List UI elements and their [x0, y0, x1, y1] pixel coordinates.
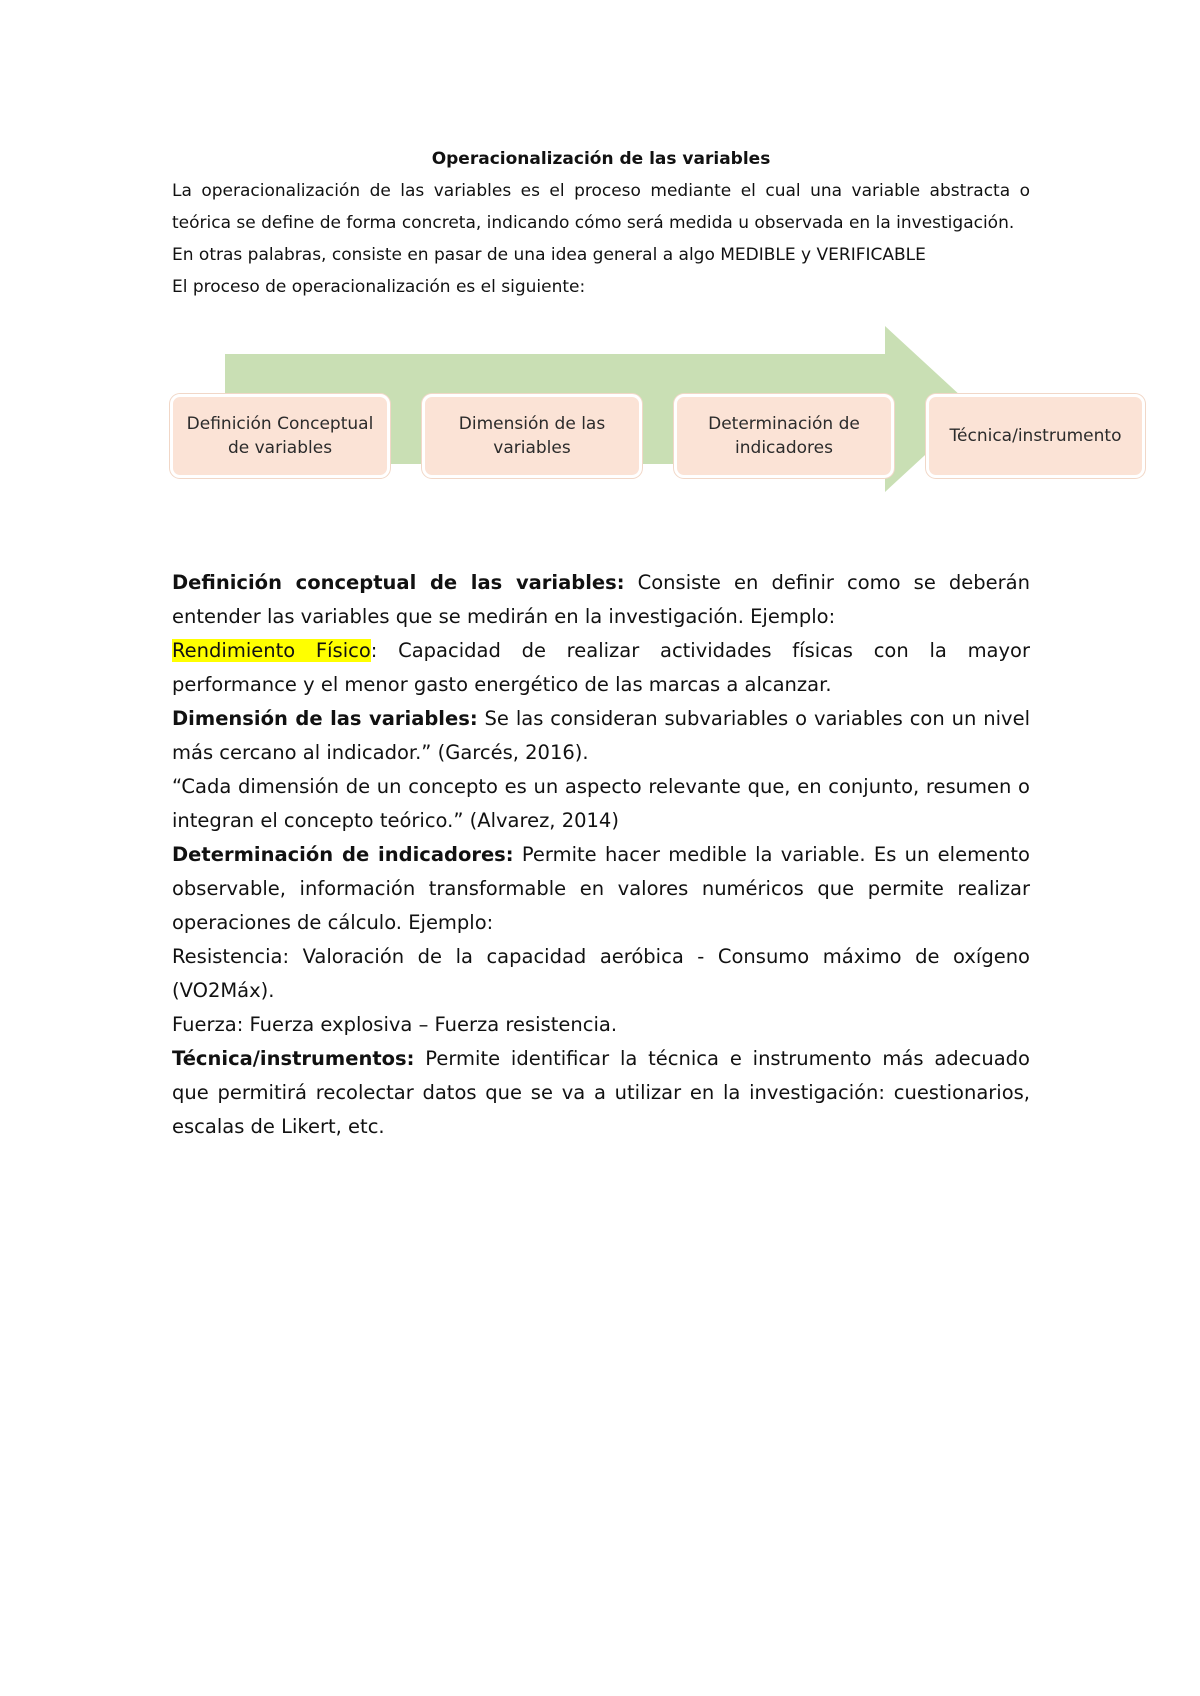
intro-paragraph-definition: La operacionalización de las variables es el proceso mediante el cual una variable abstracta o teórica se define de forma concreta, indicando cómo será medida u observada en la investigación.: [172, 181, 1030, 233]
example-text: : Capacidad de realizar actividades físicas con la mayor performance y el menor gasto energético de las marcas a alcanzar.: [172, 639, 1030, 696]
paragraph-dimension: [172, 702, 1030, 770]
heading-tecnica: Técnica/instrumentos:: [172, 1047, 415, 1070]
step-tecnica-instrumento: Técnica/instrumento: [926, 394, 1145, 478]
paragraph-quote: “Cada dimensión de un concepto es un aspecto relevante que, en conjunto, resumen o integran el concepto teórico.” (Alvarez, 2014): [172, 775, 1030, 832]
highlighted-term: Rendimiento Físico: [172, 639, 371, 662]
text-indicadores: Permite hacer medible la variable. Es un elemento observable, información transformable en valores numéricos que permite realizar operaciones de cálculo. Ejemplo:: [172, 843, 1030, 934]
text-dimension: Se las consideran subvariables o variables con un nivel más cercano al indicador.” (Garcés, 2016).: [172, 707, 1030, 764]
heading-indicadores: Determinación de indicadores:: [172, 843, 514, 866]
step-indicadores: Determinación de indicadores: [674, 394, 894, 478]
step-definicion-conceptual: Definición Conceptual de variables: [170, 394, 390, 478]
intro-paragraph-summary: En otras palabras, consiste en pasar de una idea general a algo MEDIBLE y VERIFICABLE: [172, 245, 926, 265]
intro-paragraph-process: El proceso de operacionalización es el siguiente:: [172, 277, 586, 297]
paragraph-fuerza: Fuerza: Fuerza explosiva – Fuerza resistencia.: [172, 1013, 618, 1036]
text-tecnica: Permite identificar la técnica e instrumento más adecuado que permitirá recolectar datos que se va a utilizar en la investigación: cuestionarios, escalas de Likert, etc.: [172, 1047, 1030, 1138]
body-section: [172, 566, 1030, 1144]
document-title: Operacionalización de las variables: [431, 149, 771, 169]
paragraph-indicadores: [172, 838, 1030, 940]
paragraph-example: [172, 634, 1030, 702]
process-diagram: [170, 326, 1145, 546]
text-definicion-conceptual: Consiste en definir como se deberán entender las variables que se medirán en la investigación. Ejemplo:: [172, 571, 1030, 628]
heading-definicion-conceptual: Definición conceptual de las variables:: [172, 571, 625, 594]
paragraph-definicion-conceptual: [172, 566, 1030, 634]
paragraph-resistencia: Resistencia: Valoración de la capacidad aeróbica - Consumo máximo de oxígeno (VO2Máx).: [172, 945, 1030, 1002]
paragraph-tecnica: [172, 1042, 1030, 1144]
heading-dimension: Dimensión de las variables:: [172, 707, 478, 730]
step-dimension: Dimensión de las variables: [422, 394, 642, 478]
intro-section: [172, 175, 1030, 303]
